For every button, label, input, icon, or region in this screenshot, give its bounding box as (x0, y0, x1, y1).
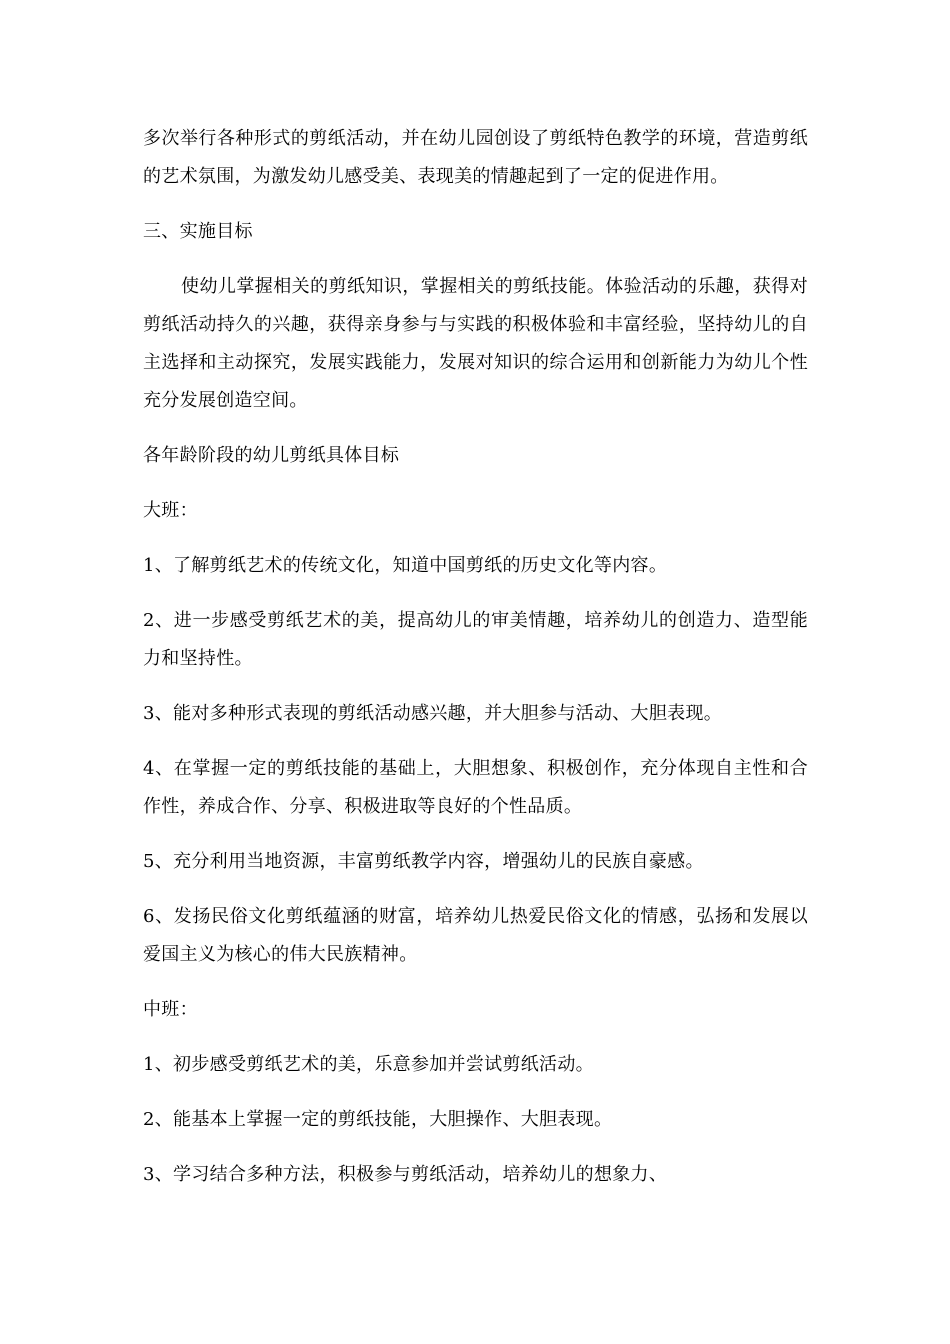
list-item-senior-4: 4、在掌握一定的剪纸技能的基础上，大胆想象、积极创作，充分体现自主性和合作性，养成合作、分享、积极进取等良好的个性品质。 (143, 758, 808, 817)
list-item-senior-5: 5、充分利用当地资源，丰富剪纸教学内容，增强幼儿的民族自豪感。 (143, 851, 704, 872)
label-senior-class: 大班： (143, 500, 198, 521)
label-middle-class: 中班： (143, 999, 198, 1020)
paragraph-goals-summary: 使幼儿掌握相关的剪纸知识，掌握相关的剪纸技能。体验活动的乐趣，获得对剪纸活动持久的兴趣，获得亲身参与与实践的积极体验和丰富经验，坚持幼儿的自主选择和主动探究，发展实践能力，发展对知识的综合运用和创新能力为幼儿个性充分发展创造空间。 (143, 276, 808, 411)
document-body (143, 120, 808, 1211)
list-item-senior-2: 2、进一步感受剪纸艺术的美，提高幼儿的审美情趣，培养幼儿的创造力、造型能力和坚持性。 (143, 610, 808, 669)
paragraph-intro-continuation: 多次举行各种形式的剪纸活动，并在幼儿园创设了剪纸特色教学的环境，营造剪纸的艺术氛围，为激发幼儿感受美、表现美的情趣起到了一定的促进作用。 (143, 128, 808, 187)
section-heading-implementation-goals: 三、实施目标 (143, 221, 253, 242)
list-item-senior-3: 3、能对多种形式表现的剪纸活动感兴趣，并大胆参与活动、大胆表现。 (143, 703, 723, 724)
list-item-middle-2: 2、能基本上掌握一定的剪纸技能，大胆操作、大胆表现。 (143, 1109, 613, 1130)
list-item-senior-1: 1、了解剪纸艺术的传统文化，知道中国剪纸的历史文化等内容。 (143, 555, 668, 576)
list-item-middle-3: 3、学习结合多种方法，积极参与剪纸活动，培养幼儿的想象力、 (143, 1164, 668, 1185)
subheading-age-group-goals: 各年龄阶段的幼儿剪纸具体目标 (143, 445, 400, 466)
list-item-senior-6: 6、发扬民俗文化剪纸蕴涵的财富，培养幼儿热爱民俗文化的情感，弘扬和发展以爱国主义为核心的伟大民族精神。 (143, 906, 808, 965)
list-item-middle-1: 1、初步感受剪纸艺术的美，乐意参加并尝试剪纸活动。 (143, 1054, 594, 1075)
